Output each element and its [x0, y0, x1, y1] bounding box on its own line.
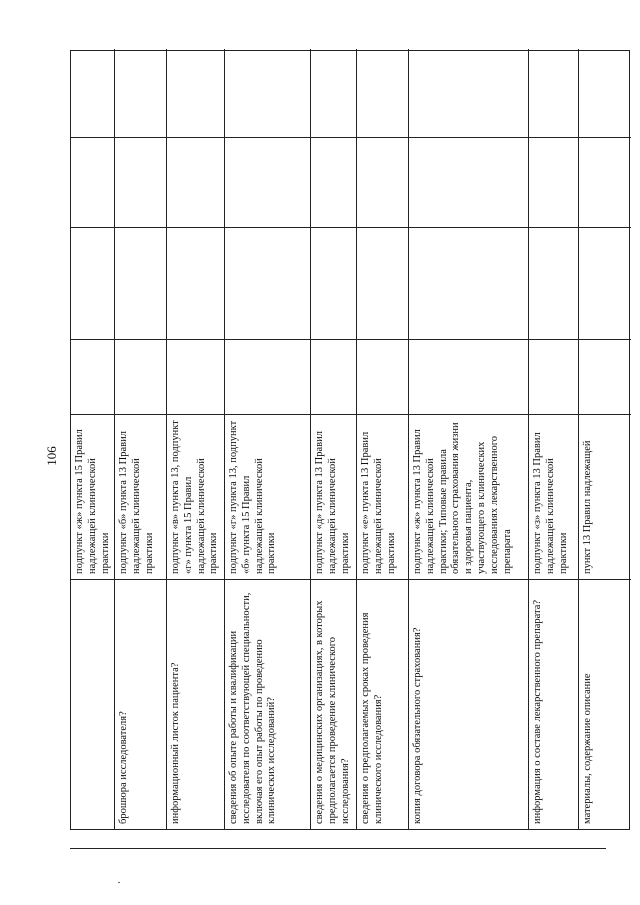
footer-rule	[70, 848, 606, 849]
reference-cell: подпункт «е» пункта 13 Правил надлежащей клинической практики	[357, 414, 408, 579]
reference-cell: подпункт «з» пункта 13 Правил надлежащей клинической практики	[529, 414, 578, 579]
empty-cell	[115, 49, 166, 137]
empty-cell	[115, 227, 166, 339]
question-cell: сведения о предполагаемых сроках проведения клинического исследования?	[357, 579, 408, 829]
empty-cell	[225, 339, 310, 414]
question-cell	[71, 579, 114, 829]
scan-mark	[118, 882, 120, 883]
reference-cell: подпункт «д» пункта 13 Правил надлежащей клинической практики	[311, 414, 356, 579]
empty-cell	[529, 49, 578, 137]
reference-cell: подпункт «г» пункта 13, подпункт «б» пункта 15 Правил надлежащей клинической практики	[225, 414, 310, 579]
empty-cell	[357, 49, 408, 137]
table-row	[409, 49, 529, 829]
empty-cell	[225, 49, 310, 137]
empty-cell	[409, 339, 528, 414]
page-number: 106	[44, 446, 59, 466]
empty-cell	[71, 227, 114, 339]
empty-cell	[71, 339, 114, 414]
empty-cell	[311, 339, 356, 414]
requirements-table	[70, 50, 630, 830]
empty-cell	[529, 339, 578, 414]
empty-cell	[167, 137, 224, 227]
empty-cell	[311, 49, 356, 137]
empty-cell	[409, 227, 528, 339]
empty-cell	[579, 227, 631, 339]
table-row	[529, 49, 579, 829]
reference-cell: подпункт «б» пункта 13 Правил надлежащей клинической практики	[115, 414, 166, 579]
reference-cell: подпункт «ж» пункта 15 Правил надлежащей клинической практики	[71, 414, 114, 579]
question-cell: сведения о медицинских организациях, в которых предполагается проведение клинического исследования?	[311, 579, 356, 829]
empty-cell	[579, 137, 631, 227]
empty-cell	[311, 227, 356, 339]
table-row	[311, 49, 357, 829]
empty-cell	[115, 137, 166, 227]
table-row	[71, 49, 115, 829]
question-cell: копия договора обязательного страхования?	[409, 579, 528, 829]
empty-cell	[167, 49, 224, 137]
reference-cell: подпункт «в» пункта 13, подпункт «г» пункта 15 Правил надлежащей клинической практики	[167, 414, 224, 579]
empty-cell	[357, 137, 408, 227]
empty-cell	[71, 49, 114, 137]
reference-cell: подпункт «ж» пункта 13 Правил надлежащей клинической практики; Типовые правила обязательного страхования жизни и здоровья пациента, участвующего в клинических исследованиях лекарственного препарата	[409, 414, 528, 579]
question-cell: информационный листок пациента?	[167, 579, 224, 829]
question-cell: сведения об опыте работы и квалификации исследователя по соответствующей специальности, включая его опыт работы по проведению клинических исследований?	[225, 579, 310, 829]
table-row	[357, 49, 409, 829]
empty-cell	[71, 137, 114, 227]
question-cell: информация о составе лекарственного препарата?	[529, 579, 578, 829]
empty-cell	[311, 137, 356, 227]
table-row	[579, 49, 631, 829]
empty-cell	[529, 227, 578, 339]
question-cell: брошюра исследователя?	[115, 579, 166, 829]
empty-cell	[579, 339, 631, 414]
empty-cell	[225, 137, 310, 227]
empty-cell	[579, 49, 631, 137]
table-row	[115, 49, 167, 829]
empty-cell	[357, 339, 408, 414]
empty-cell	[167, 227, 224, 339]
reference-cell: пункт 13 Правил надлежащей	[579, 414, 631, 579]
empty-cell	[115, 339, 166, 414]
empty-cell	[409, 49, 528, 137]
empty-cell	[409, 137, 528, 227]
empty-cell	[357, 227, 408, 339]
empty-cell	[167, 339, 224, 414]
empty-cell	[529, 137, 578, 227]
table-row	[167, 49, 225, 829]
table-row	[225, 49, 311, 829]
empty-cell	[225, 227, 310, 339]
question-cell: материалы, содержание описание	[579, 579, 631, 829]
